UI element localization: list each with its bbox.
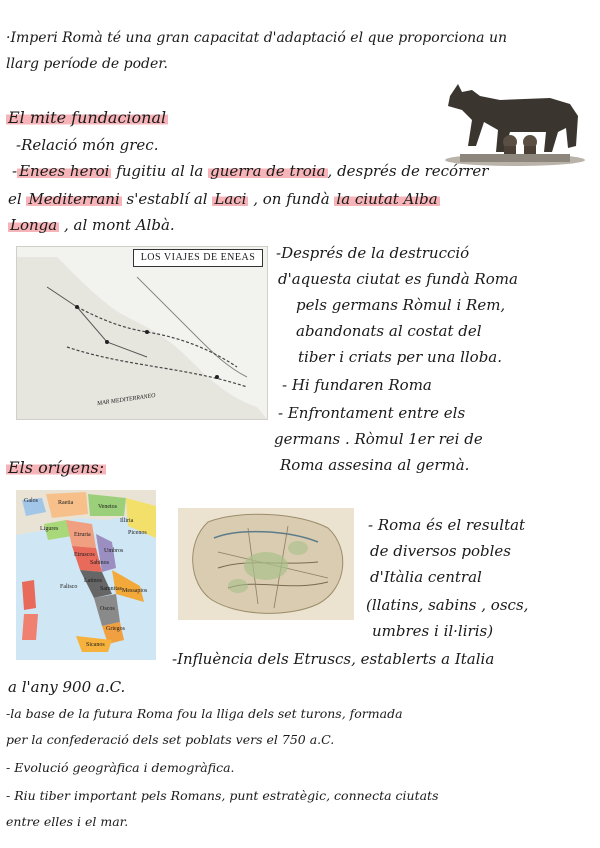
mite-right-9: Roma assesina al germà. [280, 456, 470, 474]
heading-mite-text: El mite fundacional [8, 108, 167, 127]
mite-line-3: el Mediterrani s'establí al Laci , on fundà la ciutat Alba [8, 190, 438, 208]
highlight-ciutat-alba: la ciutat Alba [336, 190, 438, 208]
origens-line-7: entre elles i el mar. [6, 814, 129, 829]
origens-line-4: per la confederació dels set poblats vers el 750 a.C. [6, 732, 335, 747]
map-label: Etruscos [74, 552, 95, 558]
map-label: Latinos [84, 578, 102, 584]
map-label: Griegos [106, 626, 125, 632]
ancient-italy-peoples-map [16, 490, 156, 660]
highlight-laci: Laci [214, 190, 247, 208]
aeneas-voyage-map [16, 246, 268, 420]
heading-mite-fundacional [6, 108, 168, 127]
map-label: Etruria [74, 532, 91, 538]
map-label: Illiria [120, 518, 134, 524]
map-label: Ligures [40, 526, 59, 532]
map-label: Raetia [58, 500, 74, 506]
mite-right-1: -Després de la destrucció [276, 244, 470, 262]
intro-line-1: ·Imperi Romà té una gran capacitat d'adaptació el que proporciona un [6, 30, 507, 46]
origens-line-3: -la base de la futura Roma fou la lliga dels set turons, formada [6, 706, 403, 721]
map-sea-label: MAR MEDITERRANEO [96, 392, 156, 408]
origens-right-4: (llatins, sabins , oscs, [366, 596, 529, 614]
heading-origens-text: Els orígens: [8, 458, 105, 477]
map-label: Falisco [60, 584, 78, 590]
origens-right-2: de diversos pobles [370, 542, 511, 560]
mite-line-4: Longa , al mont Albà. [10, 216, 175, 234]
origens-line-6: - Riu tiber important pels Romans, punt estratègic, connecta ciutats [6, 788, 439, 803]
seven-hills-map [178, 508, 354, 620]
origens-line-1: -Influència dels Etruscs, establerts a Italia [172, 650, 495, 668]
origens-line-2: a l'any 900 a.C. [8, 678, 126, 696]
map-label: Umbros [104, 548, 124, 554]
origens-right-5: umbres i il·liris) [372, 622, 494, 640]
mite-right-7: - Enfrontament entre els [278, 404, 466, 422]
origens-line-5: - Evolució geogràfica i demogràfica. [6, 760, 235, 775]
mite-line-2: - Enees heroi fugitiu al la guerra de troia , després de recórrer [12, 162, 489, 180]
mite-right-5: tiber i criats per una lloba. [298, 348, 503, 366]
heading-origens [6, 458, 106, 477]
highlight-guerra-troia: guerra de troia [210, 162, 326, 180]
capitoline-wolf-image [440, 76, 590, 166]
map-label: Samnitas [100, 586, 122, 592]
map-title-box: LOS VIAJES DE ENEAS [133, 249, 263, 267]
highlight-enees: Enees heroi [19, 162, 110, 180]
mite-right-2: d'aquesta ciutat es fundà Roma [278, 270, 518, 288]
map-label: Sabinos [90, 560, 110, 566]
map-label: Messapios [122, 588, 148, 594]
intro-line-2: llarg període de poder. [6, 56, 168, 72]
mite-right-3: pels germans Ròmul i Rem, [296, 296, 506, 314]
italy-map-labels [16, 490, 156, 660]
map-label: Picenos [128, 530, 147, 536]
map-label: Sicanos [86, 642, 105, 648]
mite-right-8: germans . Ròmul 1er rei de [274, 430, 483, 448]
mite-right-6: - Hi fundaren Roma [282, 376, 432, 394]
origens-right-3: d'Itàlia central [370, 568, 482, 586]
map-label: Venetos [98, 504, 117, 510]
mite-line-1: -Relació món grec. [16, 136, 159, 154]
mite-right-4: abandonats al costat del [296, 322, 482, 340]
map-label: Galos [24, 498, 38, 504]
highlight-mediterrani: Mediterrani [28, 190, 120, 208]
origens-right-1: - Roma és el resultat [368, 516, 526, 534]
highlight-longa: Longa [10, 216, 58, 234]
map-label: Oscos [100, 606, 115, 612]
